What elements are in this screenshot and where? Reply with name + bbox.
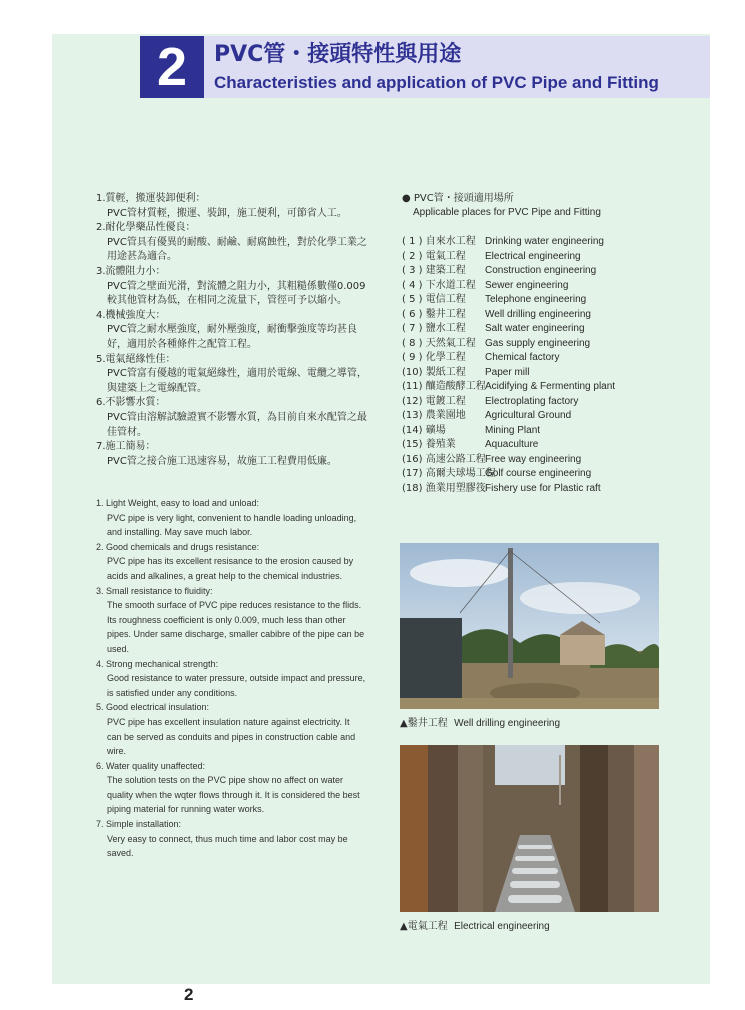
caption-en: Well drilling engineering [454, 718, 561, 729]
place-item-zh: (13) 農業園地 [402, 410, 466, 421]
feature-item-zh [96, 192, 371, 221]
place-item-en: Acidifying & Fermenting plant [485, 381, 616, 392]
feature-title: 5. Good electrical insulation: [96, 702, 210, 713]
feature-title: 7.施工簡易： [96, 441, 156, 453]
section-number: 2 [140, 36, 204, 98]
place-item-en: Aquaculture [485, 439, 539, 450]
place-item-en: Telephone engineering [485, 294, 587, 305]
feature-item-en [96, 817, 366, 861]
place-item-zh: (11) 釀造酸酵工程 [402, 381, 486, 392]
place-item-zh: (10) 製紙工程 [402, 366, 466, 378]
place-item-zh: (15) 養殖業 [402, 439, 456, 450]
place-item-en: Electroplating factory [485, 395, 579, 407]
caption-zh: ▲電氣工程 [400, 921, 448, 932]
features-list-zh [96, 192, 371, 469]
feature-title: 3. Small resistance to fluidity: [96, 585, 213, 596]
feature-title: 4. Strong mechanical strength: [96, 658, 219, 669]
photo-caption [400, 714, 560, 729]
place-item [402, 250, 692, 265]
place-item-zh: (12) 電鍍工程 [402, 395, 466, 407]
feature-item-zh [96, 440, 371, 469]
place-item-en: Well drilling engineering [485, 308, 591, 320]
place-item [402, 482, 692, 497]
feature-title: 2.耐化學藥品性優良： [96, 222, 196, 234]
place-item-zh: ( 5 ) 電信工程 [402, 294, 466, 305]
feature-item-en [96, 759, 366, 817]
feature-item-zh [96, 221, 371, 265]
feature-item-zh [96, 265, 371, 309]
place-item [402, 235, 692, 250]
place-item [402, 438, 692, 453]
place-item-zh: (14) 礦場 [402, 424, 446, 436]
place-item-en: Free way engineering [485, 453, 582, 465]
place-item-en: Fishery use for Plastic raft [485, 482, 601, 494]
feature-item-zh [96, 396, 371, 440]
feature-desc: Good resistance to water pressure, outside impact and pressure, is satisfied under any conditions. [107, 673, 366, 698]
place-item-en: Drinking water engineering [485, 236, 604, 247]
page-title-zh: PVC管・接頭特性與用途 [214, 42, 462, 67]
photo-caption [400, 917, 550, 932]
place-item-zh: ( 3 ) 建築工程 [402, 265, 466, 276]
feature-desc: PVC pipe is very light, convenient to handle loading unloading, and installing. May save much labor. [107, 512, 357, 538]
place-item [402, 293, 692, 308]
feature-title: 5.電氣絕緣性佳： [96, 353, 176, 365]
place-item-en: Golf course engineering [485, 468, 592, 479]
electrical-engineering-photo [400, 745, 659, 912]
place-item-en: Salt water engineering [485, 323, 585, 334]
place-item [402, 351, 692, 366]
page-title-en: Characteristies and application of PVC Pipe and Fitting [214, 73, 659, 92]
feature-title: 7. Simple installation: [96, 819, 182, 830]
place-item-zh: ( 4 ) 下水道工程 [402, 279, 476, 291]
feature-desc: Very easy to connect, thus much time and labor cost may be saved. [107, 833, 348, 859]
place-item [402, 337, 692, 352]
place-item-en: Paper mill [485, 366, 530, 378]
feature-item-en [96, 657, 366, 701]
place-item-en: Construction engineering [485, 265, 597, 276]
place-item-zh: (16) 高速公路工程 [402, 453, 486, 465]
page-number: 2 [184, 985, 194, 1004]
place-item-zh: ( 2 ) 電氣工程 [402, 250, 466, 262]
feature-desc: PVC管具有優異的耐酸、耐鹼、耐腐蝕性，對於化學工業之用途甚為適合。 [107, 236, 367, 263]
feature-title: 2. Good chemicals and drugs resistance: [96, 541, 260, 552]
well-drilling-photo [400, 543, 659, 709]
place-item [402, 308, 692, 323]
place-item [402, 395, 692, 410]
feature-item-zh [96, 353, 371, 397]
feature-desc: PVC管之接合施工迅速容易，故施工工程費用低廉。 [107, 455, 337, 467]
place-item-en: Electrical engineering [485, 250, 581, 262]
feature-desc: PVC管由溶解試驗證實不影響水質，為目前自來水配管之最佳管材。 [107, 411, 367, 438]
feature-title: 1. Light Weight, easy to load and unload: [96, 498, 259, 508]
places-list [402, 235, 692, 496]
place-item [402, 322, 692, 337]
place-item [402, 380, 692, 395]
feature-title: 1.質輕，搬運裝卸便利： [96, 193, 206, 204]
feature-desc: PVC管富有優越的電氣絕緣性，適用於電線、電纜之導管，與建築上之電線配管。 [107, 368, 367, 394]
place-item-zh: (17) 高爾夫球場工程 [402, 468, 496, 479]
feature-desc: PVC pipe has excellent insulation nature against electricity. It can be served as conduits and pipes in construction cable and wire. [107, 716, 356, 757]
feature-desc: The smooth surface of PVC pipe reduces resistance to the flids. Its roughness coefficient is only 0.009, much less than other pipes. Under same discharge, smaller cabibre of the pipe can be used. [107, 600, 365, 654]
place-item-zh: ( 1 ) 自來水工程 [402, 236, 476, 247]
places-title-zh: ● PVC管・接頭適用場所 [402, 193, 514, 204]
feature-item-en [96, 700, 366, 758]
feature-title: 6.不影響水質： [96, 397, 166, 409]
feature-item-zh [96, 309, 371, 353]
place-item [402, 279, 692, 294]
place-item-en: Sewer engineering [485, 279, 569, 291]
place-item-en: Mining Plant [485, 424, 541, 436]
places-title-en: Applicable places for PVC Pipe and Fitting [413, 207, 601, 218]
place-item-zh: ( 9 ) 化學工程 [402, 352, 466, 363]
place-item-en: Agricultural Ground [485, 410, 572, 421]
feature-desc: PVC管材質輕，搬運、裝卸，施工便利，可節省人工。 [107, 207, 347, 219]
features-list-en [96, 496, 366, 861]
feature-item-en [96, 496, 366, 540]
feature-desc: PVC pipe has its excellent resisance to the erosion caused by acids and alkalines, a great help to the chemical industries. [107, 556, 354, 581]
feature-title: 6. Water quality unaffected: [96, 760, 206, 771]
feature-item-en [96, 584, 366, 657]
feature-title: 4.機械強度大： [96, 309, 166, 321]
place-item-en: Gas supply engineering [485, 337, 591, 349]
place-item [402, 467, 692, 482]
place-item [402, 409, 692, 424]
place-item-zh: ( 7 ) 鹽水工程 [402, 323, 466, 334]
place-item-en: Chemical factory [485, 352, 560, 363]
feature-desc: PVC管之壁面光滑，對流體之阻力小，其粗糙係數僅0.009較其他管材為低，在相同之流量下，管徑可予以縮小。 [107, 280, 366, 307]
feature-desc: The solution tests on the PVC pipe show no affect on water quality when the wqter flows through it. It is considered the best piping material for running water works. [107, 775, 360, 815]
place-item [402, 453, 692, 468]
caption-en: Electrical engineering [454, 921, 550, 932]
place-item-zh: ( 8 ) 天然氣工程 [402, 337, 476, 349]
caption-zh: ▲鑿井工程 [400, 718, 448, 729]
place-item-zh: ( 6 ) 鑿井工程 [402, 308, 466, 320]
place-item [402, 264, 692, 279]
feature-item-en [96, 540, 366, 584]
feature-desc: PVC管之耐水壓強度，耐外壓強度，耐衝擊強度等均甚良好，適用於各種條件之配管工程。 [107, 324, 357, 350]
place-item [402, 424, 692, 439]
place-item-zh: (18) 漁業用塑膠筏 [402, 482, 486, 494]
feature-title: 3.流體阻力小： [96, 265, 166, 277]
applicable-places [402, 192, 692, 496]
place-item [402, 366, 692, 381]
